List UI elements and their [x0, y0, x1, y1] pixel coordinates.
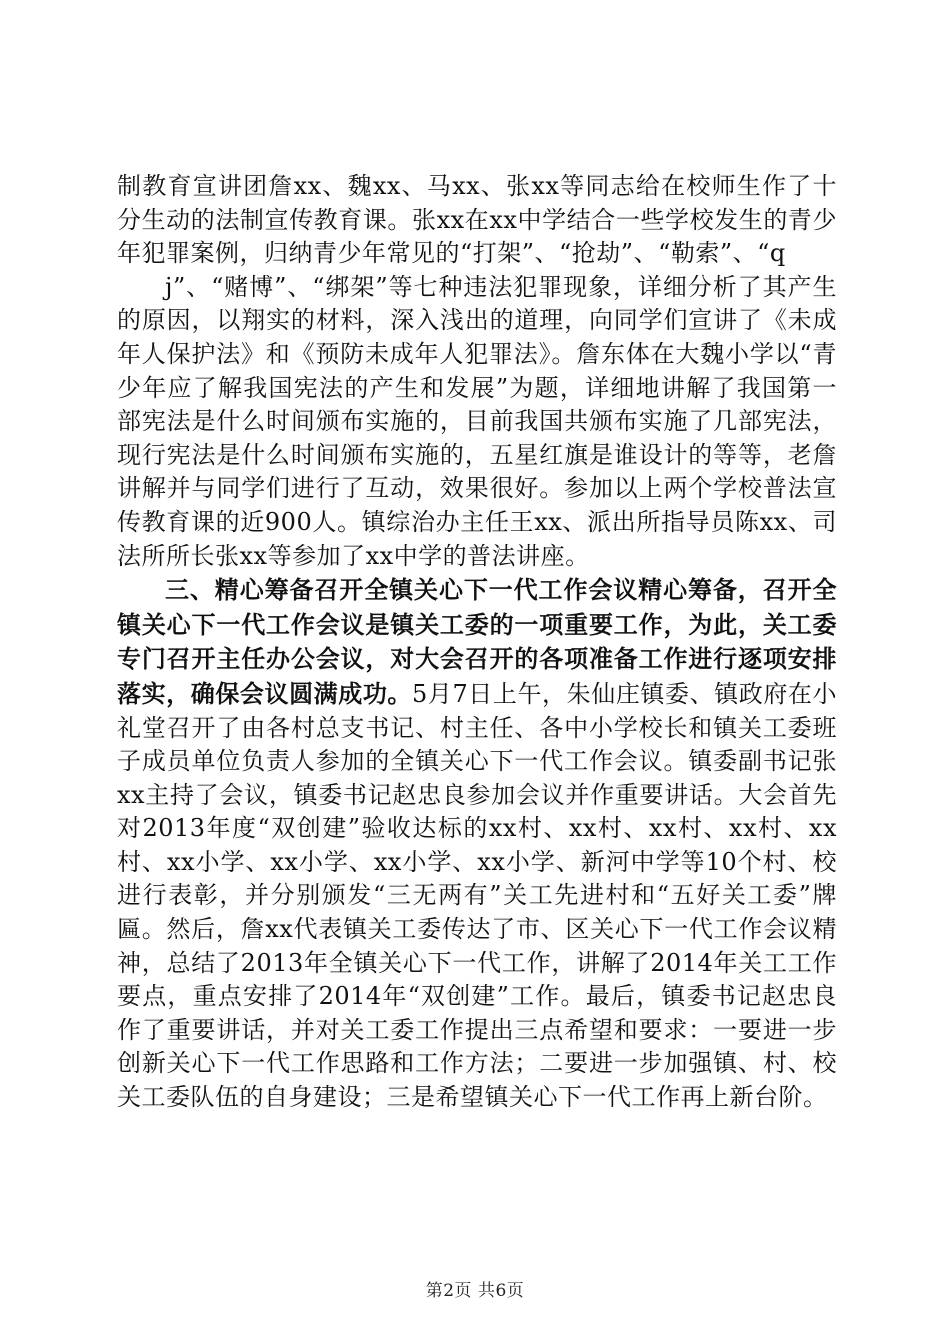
paragraph-1: [117, 170, 837, 271]
paragraph-3: [117, 573, 837, 1115]
paragraph-2: [117, 271, 837, 573]
page-number-footer: 第2页 共6页: [425, 1281, 525, 1301]
document-body: [117, 170, 837, 1115]
paragraph-1-text: 制教育宣讲团詹xx、魏xx、马xx、张xx等同志给在校师生作了十分生动的法制宣传教育课。张xx在xx中学结合一些学校发生的青少年犯罪案例，归纳青少年常见的“打架”、“抢劫”、“勒索”、“q: [117, 172, 837, 268]
section-three-heading: 三、精心筹备召开全镇关心下一代工作会议精心筹备，召开全镇关心下一代工作会议是镇关工委的一项重要工作，为此，关工委专门召开主任办公会议，对大会召开的各项准备工作进行逐项安排落实，确保会议圆满成功。: [117, 575, 837, 708]
paragraph-3-text: 5月7日上午，朱仙庄镇委、镇政府在小礼堂召开了由各村总支书记、村主任、各中小学校长和镇关工委班子成员单位负责人参加的全镇关心下一代工作会议。镇委副书记张xx主持了会议，镇委书记赵忠良参加会议并作重要讲话。大会首先对2013年度“双创建”验收达标的xx村、xx村、xx村、xx村、xx村、xx小学、xx小学、xx小学、xx小学、新河中学等10个村、校进行表彰，并分别颁发“三无两有”关工先进村和“五好关工委”牌匾。然后，詹xx代表镇关工委传达了市、区关心下一代工作会议精神，总结了2013年全镇关心下一代工作，讲解了2014年关工工作要点，重点安排了2014年“双创建”工作。最后，镇委书记赵忠良作了重要讲话，并对关工委工作提出三点希望和要求：一要进一步创新关心下一代工作思路和工作方法；二要进一步加强镇、村、校关工委队伍的自身建设；三是希望镇关心下一代工作再上新台阶。: [117, 679, 837, 1112]
paragraph-2-text: j”、“赌博”、“绑架”等七种违法犯罪现象，详细分析了其产生的原因，以翔实的材料，深入浅出的道理，向同学们宣讲了《未成年人保护法》和《预防未成年人犯罪法》。詹东体在大魏小学以“青少年应了解我国宪法的产生和发展”为题，详细地讲解了我国第一部宪法是什么时间颁布实施的，目前我国共颁布实施了几部宪法，现行宪法是什么时间颁布实施的，五星红旗是谁设计的等等，老詹讲解并与同学们进行了互动，效果很好。参加以上两个学校普法宣传教育课的近900人。镇综治办主任王xx、派出所指导员陈xx、司法所所长张xx等参加了xx中学的普法讲座。: [117, 272, 837, 570]
